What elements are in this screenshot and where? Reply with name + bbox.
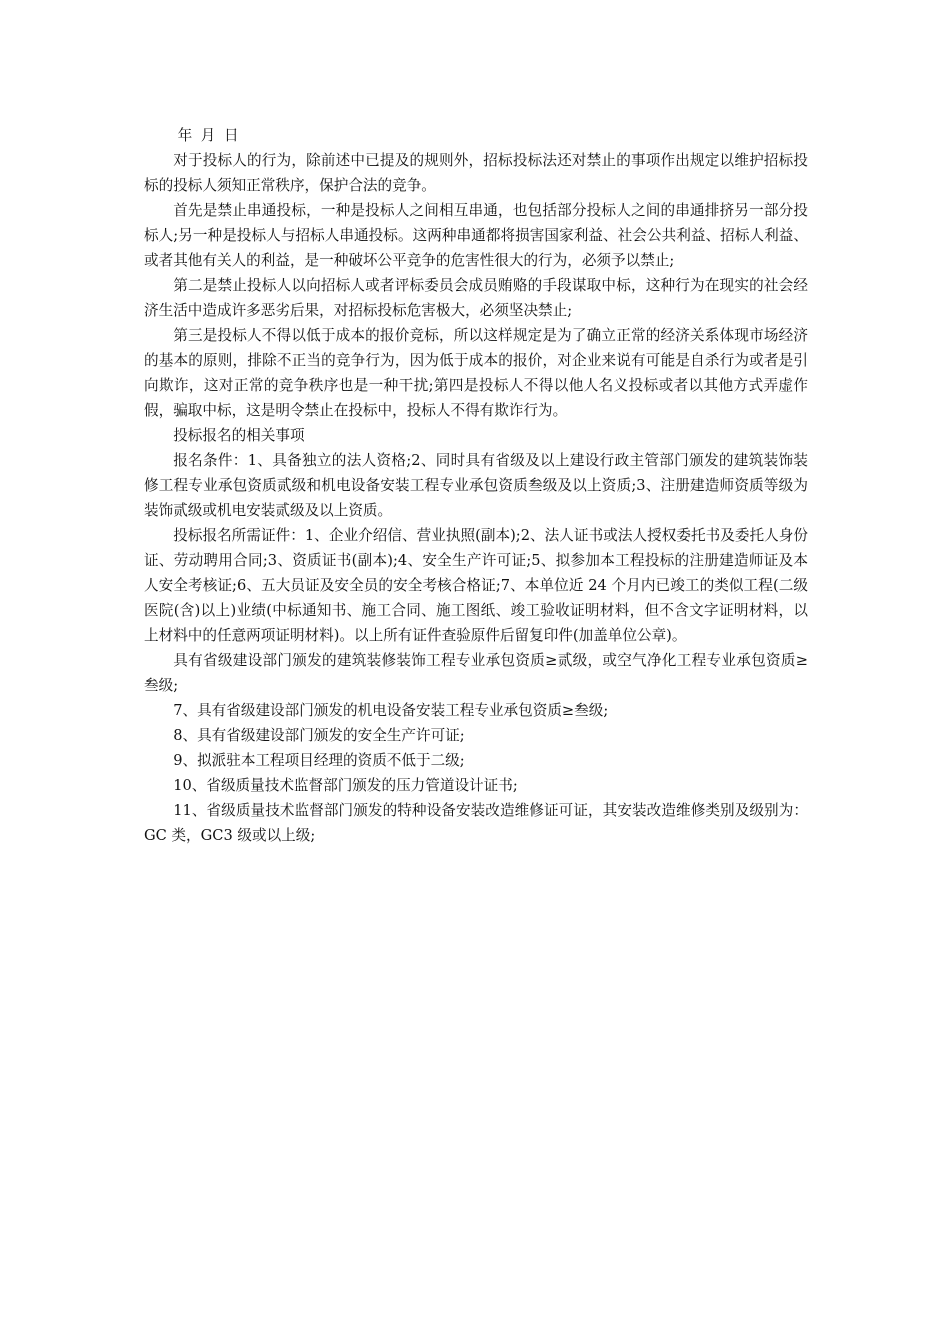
paragraph-required-documents: 投标报名所需证件：1、企业介绍信、营业执照(副本);2、法人证书或法人授权委托书及委托人身份证、劳动聘用合同;3、资质证书(副本);4、安全生产许可证;5、拟参加本工程投标的注册建造师证及本人安全考核证;6、五大员证及安全员的安全考核合格证;7、本单位近 24 个月内已竣工的类似工程(二级医院(含)以上)业绩(中标通知书、施工合同、施工图纸、竣工验收证明材料，但不含文字证明材料，以上材料中的任意两项证明材料)。以上所有证件查验原件后留复印件(加盖单位公章)。 xyxy=(144,527,808,644)
list-item-8: 8、具有省级建设部门颁发的安全生产许可证; xyxy=(173,727,465,744)
paragraph-collusion: 首先是禁止串通投标，一种是投标人之间相互串通，也包括部分投标人之间的串通排挤另一部分投标人;另一种是投标人与招标人串通投标。这两种串通都将损害国家利益、社会公共利益、招标人利益、或者其他有关人的利益，是一种破坏公平竞争的危害性很大的行为，必须予以禁止; xyxy=(144,202,808,269)
document-page xyxy=(144,123,808,848)
section-heading-registration: 投标报名的相关事项 xyxy=(173,427,305,444)
date-line: 年 月 日 xyxy=(177,127,241,144)
list-item-9: 9、拟派驻本工程项目经理的资质不低于二级; xyxy=(173,752,465,769)
paragraph-bribery: 第二是禁止投标人以向招标人或者评标委员会成员贿赂的手段谋取中标，这种行为在现实的社会经济生活中造成许多恶劣后果，对招标投标危害极大，必须坚决禁止; xyxy=(144,277,808,319)
list-item-11: 11、省级质量技术监督部门颁发的特种设备安装改造维修证可证，其安装改造维修类别及级别为：GC 类，GC3 级或以上级; xyxy=(144,802,808,844)
paragraph-qualification: 具有省级建设部门颁发的建筑装修装饰工程专业承包资质≥贰级，或空气净化工程专业承包资质≥叁级; xyxy=(144,652,808,694)
paragraph-registration-conditions: 报名条件：1、具备独立的法人资格;2、同时具有省级及以上建设行政主管部门颁发的建筑装饰装修工程专业承包资质贰级和机电设备安装工程专业承包资质叁级及以上资质;3、注册建造师资质等级为装饰贰级或机电安装贰级及以上资质。 xyxy=(144,452,808,519)
list-item-10: 10、省级质量技术监督部门颁发的压力管道设计证书; xyxy=(173,777,518,794)
paragraph-bidder-conduct: 对于投标人的行为，除前述中已提及的规则外，招标投标法还对禁止的事项作出规定以维护招标投标的投标人须知正常秩序，保护合法的竞争。 xyxy=(144,152,808,194)
list-item-7: 7、具有省级建设部门颁发的机电设备安装工程专业承包资质≥叁级; xyxy=(173,702,609,719)
paragraph-below-cost: 第三是投标人不得以低于成本的报价竞标，所以这样规定是为了确立正常的经济关系体现市场经济的基本的原则，排除不正当的竞争行为，因为低于成本的报价，对企业来说有可能是自杀行为或者是引向欺诈，这对正常的竞争秩序也是一种干扰;第四是投标人不得以他人名义投标或者以其他方式弄虚作假，骗取中标，这是明令禁止在投标中，投标人不得有欺诈行为。 xyxy=(144,327,808,419)
